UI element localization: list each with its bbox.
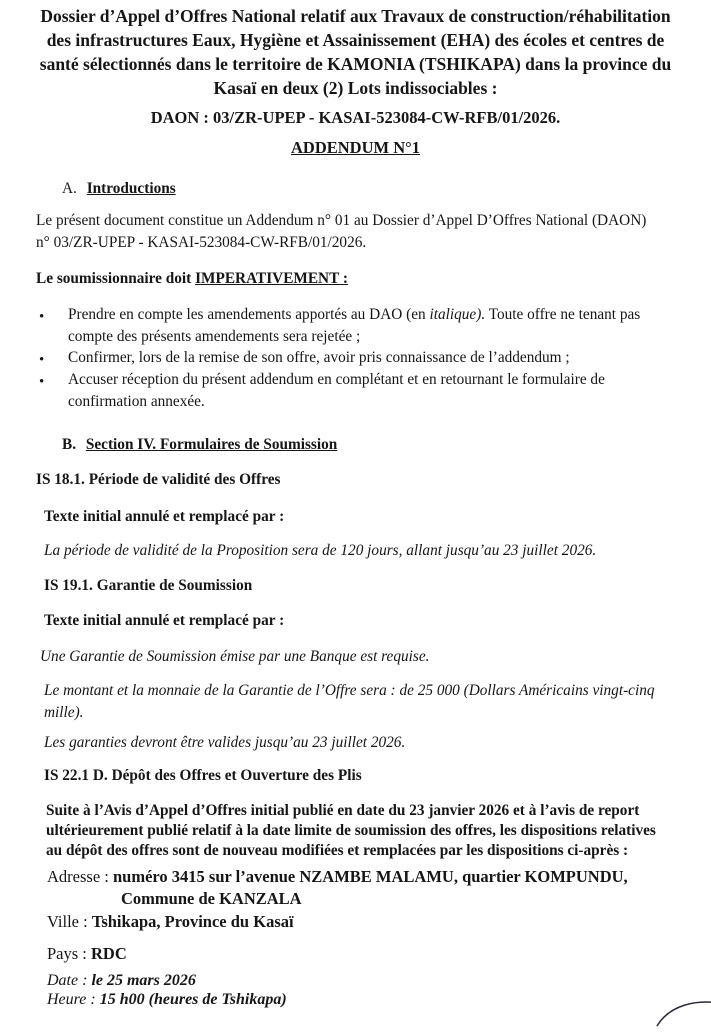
bullet-icon: •	[39, 374, 45, 390]
country-label: Pays :	[47, 944, 92, 963]
title-line: santé sélectionnés dans le territoire de KAMONIA (TSHIKAPA) dans la province du	[39, 54, 672, 74]
section-letter: A.	[62, 180, 77, 197]
date-label: Date :	[47, 972, 92, 989]
bullet-icon: •	[39, 352, 45, 368]
clause-title: IS 22.1 D. Dépôt des Offres et Ouverture des Plis	[44, 767, 362, 784]
list-text: Toute offre ne tenant pas	[485, 306, 641, 323]
bullet-icon: •	[39, 309, 45, 325]
country-line	[47, 944, 127, 964]
address-value: numéro 3415 sur l’avenue NZAMBE MALAMU, quartier KOMPUNDU,	[112, 867, 628, 886]
paragraph-line: Suite à l’Avis d’Appel d’Offres initial publié en date du 23 janvier 2026 et à l’avis de report	[46, 802, 640, 819]
section-a-heading	[62, 178, 176, 200]
city-line	[47, 912, 294, 932]
list-item-line	[68, 304, 640, 326]
paragraph-line: n° 03/ZR-UPEP - KASAI-523084-CW-RFB/01/2026.	[36, 234, 367, 251]
address-label: Adresse :	[47, 867, 113, 886]
clause-title: IS 19.1. Garantie de Soumission	[44, 577, 253, 594]
document-title	[22, 4, 689, 100]
clause-title: IS 18.1. Période de validité des Offres	[36, 471, 281, 488]
amended-text: La période de validité de la Proposition sera de 120 jours, allant jusqu’au 23 juillet 2026.	[44, 542, 597, 559]
obligation-heading	[36, 270, 348, 288]
address-line	[47, 867, 628, 887]
paragraph-line: Le présent document constitue un Addendum n° 01 au Dossier d’Appel D’Offres National (DAON)	[36, 212, 647, 229]
city-label: Ville :	[47, 912, 92, 931]
time-label: Heure :	[47, 991, 100, 1008]
list-item-line: Accuser réception du présent addendum en complétant et en retournant le formulaire de	[68, 371, 605, 388]
list-item	[68, 304, 640, 348]
replaced-label: Texte initial annulé et remplacé par :	[44, 612, 285, 629]
amended-text	[44, 680, 655, 724]
date-value: le 25 mars 2026	[91, 972, 196, 989]
list-item	[68, 369, 605, 413]
date-line	[47, 972, 196, 990]
list-item-line: compte des présents amendements sera rejetée ;	[68, 328, 361, 345]
obligation-prefix: Le soumissionnaire doit	[36, 270, 196, 287]
amended-text-line: mille).	[44, 704, 84, 721]
title-line: des infrastructures Eaux, Hygiène et Assainissement (EHA) des écoles et centres de	[46, 30, 665, 50]
section-letter: B.	[62, 436, 77, 453]
amended-text: Une Garantie de Soumission émise par une Banque est requise.	[40, 648, 430, 665]
section-b-heading	[62, 436, 337, 454]
time-value: 15 h00 (heures de Tshikapa)	[99, 991, 287, 1008]
replaced-label: Texte initial annulé et remplacé par :	[44, 508, 285, 525]
deposit-paragraph	[46, 801, 656, 861]
intro-paragraph	[36, 210, 646, 254]
country-value: RDC	[91, 944, 127, 963]
title-line: Kasaï en deux (2) Lots indissociables :	[213, 78, 498, 98]
city-value: Tshikapa, Province du Kasaï	[91, 912, 294, 931]
list-text: Prendre en compte les amendements apportés au DAO (en	[68, 306, 430, 323]
reference-number: DAON : 03/ZR-UPEP - KASAI-523084-CW-RFB/01/2026.	[150, 108, 561, 127]
amended-text: Les garanties devront être valides jusqu’au 23 juillet 2026.	[44, 734, 406, 751]
list-item-line: confirmation annexée.	[68, 393, 205, 410]
list-item-line: Confirmer, lors de la remise de son offre, avoir pris connaissance de l’addendum ;	[68, 349, 570, 366]
obligation-emphasis: IMPERATIVEMENT :	[195, 270, 348, 287]
section-title: Section IV. Formulaires de Soumission	[85, 436, 338, 453]
section-title: Introductions	[86, 180, 176, 197]
address-value: Commune de KANZALA	[121, 889, 302, 908]
paragraph-line: ultérieurement publié relatif à la date limite de soumission des offres, les dispositions relatives	[46, 822, 656, 839]
addendum-heading: ADDENDUM N°1	[291, 138, 420, 157]
signature-stroke	[655, 996, 711, 1036]
list-item	[68, 347, 570, 369]
title-line: Dossier d’Appel d’Offres National relatif aux Travaux de construction/réhabilitation	[40, 6, 671, 26]
list-text-italic: italique).	[429, 306, 486, 323]
paragraph-line: au dépôt des offres sont de nouveau modifiées et remplacées par les dispositions ci-après :	[46, 842, 629, 859]
time-line	[47, 991, 287, 1009]
amended-text-line: Le montant et la monnaie de la Garantie de l’Offre sera : de 25 000 (Dollars Américains vingt-cinq	[44, 682, 655, 699]
